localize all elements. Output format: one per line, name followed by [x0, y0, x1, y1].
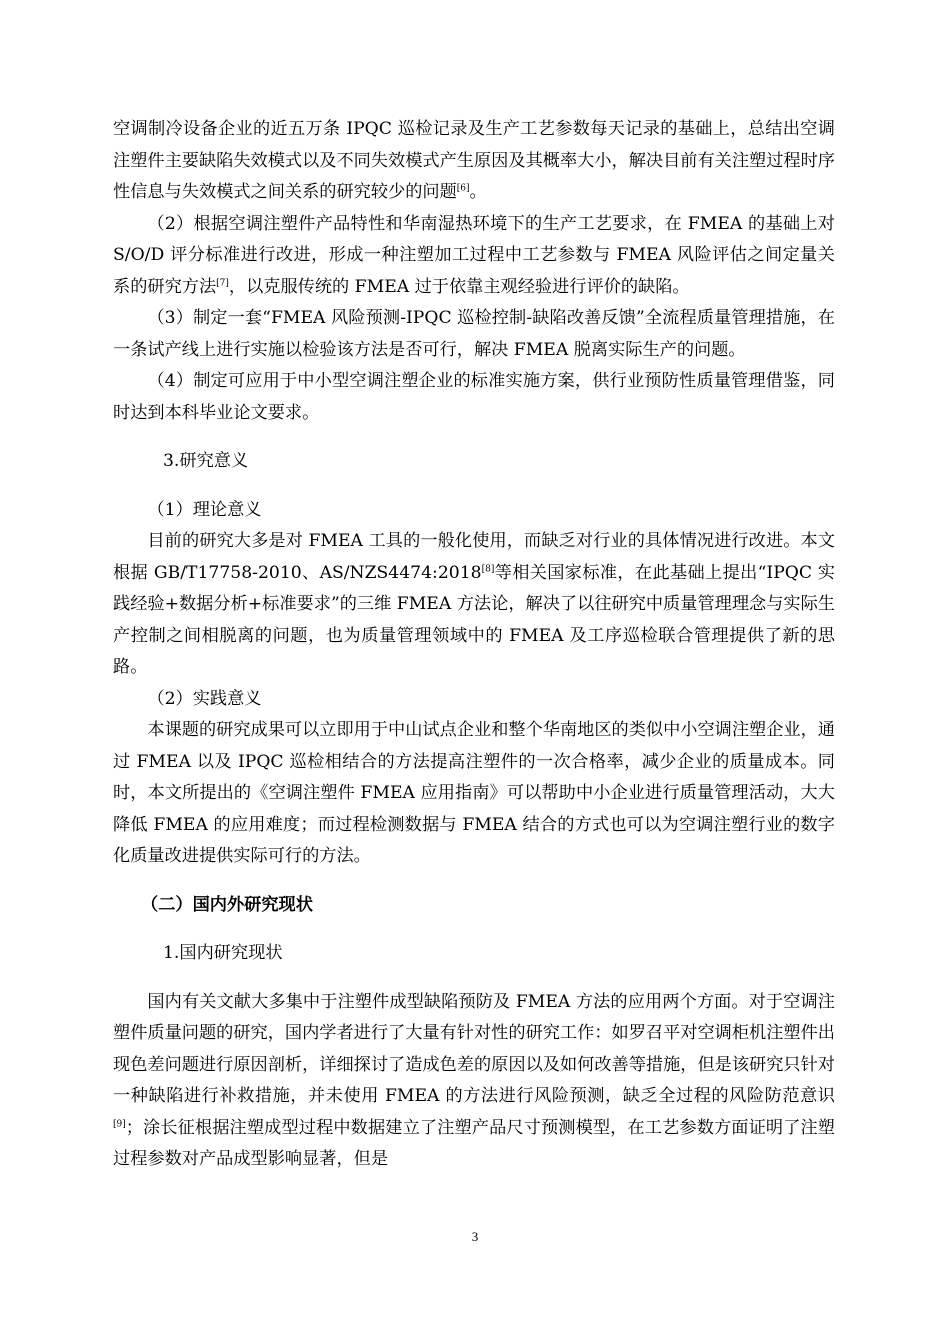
paragraph-objective-2: （2）根据空调注塑件产品特性和华南湿热环境下的生产工艺要求，在 FMEA 的基础上对 S/O/D 评分标准进行改进，形成一种注塑加工过程中工艺参数与 FMEA 风险评估之间定量关系的研究方法[7]，以克服传统的 FMEA 过于依靠主观经验进行评价的缺陷。	[113, 213, 835, 297]
subheading-practical-significance: （2）实践意义	[147, 688, 262, 709]
page-number: 3	[471, 1229, 479, 1244]
heading-research-significance: 3.研究意义	[163, 451, 249, 471]
subheading-theoretical-significance: （1）理论意义	[147, 499, 262, 520]
heading-research-status: （二）国内外研究现状	[141, 894, 313, 915]
paragraph-theoretical-significance: 目前的研究大多是对 FMEA 工具的一般化使用，而缺乏对行业的具体情况进行改进。本文根据 GB/T17758-2010、AS/NZS4474:2018[8]等相关国家标准，在此基础上提出“IPQC 实践经验+数据分析+标准要求”的三维 FMEA 方法论，解决了以往研究中质量管理理念与实际生产控制之间相脱离的问题，也为质量管理领域中的 FMEA 及工序巡检联合管理提供了新的思路。	[113, 531, 835, 677]
heading-domestic-research: 1.国内研究现状	[163, 943, 283, 963]
citation-ref[interactable]: [7]	[216, 278, 229, 289]
paragraph-objective-3: （3）制定一套“FMEA 风险预测-IPQC 巡检控制-缺陷改善反馈”全流程质量管理措施，在一条试产线上进行实施以检验该方法是否可行，解决 FMEA 脱离实际生产的问题。	[113, 308, 835, 360]
paragraph-objective-4: （4）制定可应用于中小型空调注塑企业的标准实施方案，供行业预防性质量管理借鉴，同时达到本科毕业论文要求。	[113, 371, 835, 423]
paragraph-continued-intro: 空调制冷设备企业的近五万条 IPQC 巡检记录及生产工艺参数每天记录的基础上，总结出空调注塑件主要缺陷失效模式以及不同失效模式产生原因及其概率大小，解决目前有关注塑过程时序性信息与失效模式之间关系的研究较少的问题[6]。	[113, 119, 835, 202]
paragraph-domestic-research: 国内有关文献大多集中于注塑件成型缺陷预防及 FMEA 方法的应用两个方面。对于空调注塑件质量问题的研究，国内学者进行了大量有针对性的研究工作：如罗召平对空调柜机注塑件出现色差问题进行原因剖析，详细探讨了造成色差的原因以及如何改善等措施，但是该研究只针对一种缺陷进行补救措施，并未使用 FMEA 的方法进行风险预测，缺乏全过程的风险防范意识[9]；涂长征根据注塑成型过程中数据建立了注塑产品尺寸预测模型，在工艺参数方面证明了注塑过程参数对产品成型影响显著，但是	[113, 991, 835, 1169]
citation-ref[interactable]: [9]	[113, 1119, 126, 1130]
citation-ref[interactable]: [8]	[481, 564, 495, 575]
body-text	[113, 114, 835, 1176]
citation-ref[interactable]: [6]	[456, 183, 470, 194]
paragraph-practical-significance: 本课题的研究成果可以立即用于中山试点企业和整个华南地区的类似中小空调注塑企业，通过 FMEA 以及 IPQC 巡检相结合的方法提高注塑件的一次合格率，减少企业的质量成本。同时，本文所提出的《空调注塑件 FMEA 应用指南》可以帮助中小企业进行质量管理活动，大大降低 FMEA 的应用难度；而过程检测数据与 FMEA 结合的方式也可以为空调注塑行业的数字化质量改进提供实际可行的方法。	[113, 720, 835, 866]
